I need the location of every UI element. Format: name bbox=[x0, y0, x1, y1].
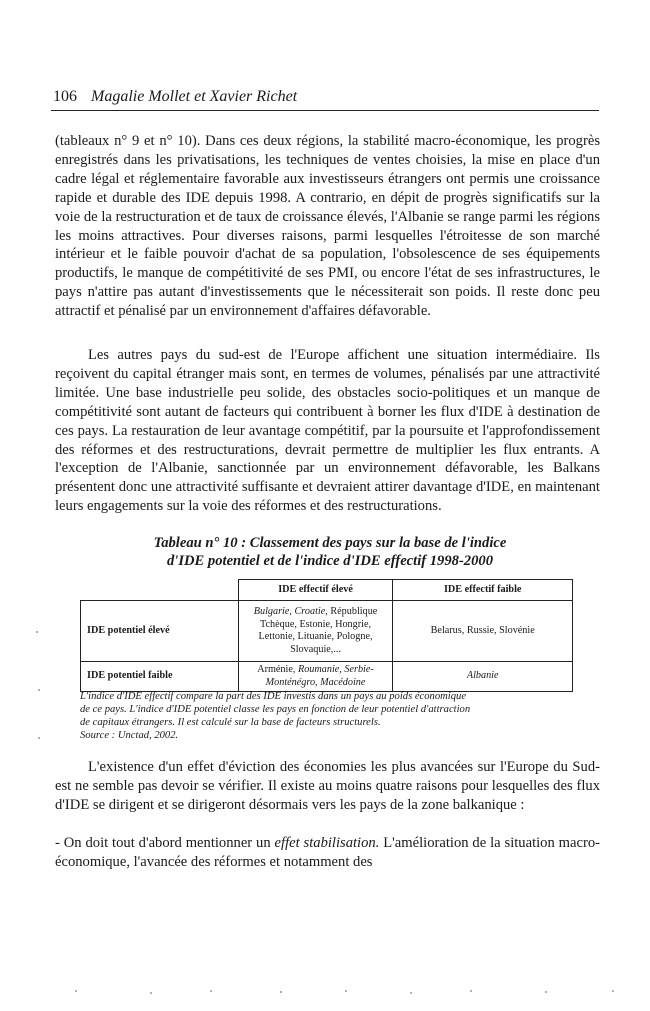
cell-high-potential-low-effective: Belarus, Russie, Slovénie bbox=[393, 601, 573, 662]
table-caption bbox=[80, 534, 580, 570]
table-note-line-3: de capitaux étrangers. Il est calculé sur la base de facteurs structurels. bbox=[80, 717, 381, 728]
table-note-line-2: de ce pays. L'indice d'IDE potentiel classe les pays en fonction de leur potentiel d'attraction bbox=[80, 704, 471, 715]
running-header-authors: Magalie Mollet et Xavier Richet bbox=[91, 88, 298, 105]
page-number: 106 bbox=[53, 88, 77, 105]
cell-high-potential-high-effective bbox=[238, 601, 393, 662]
running-header bbox=[51, 86, 599, 111]
paragraph-4 bbox=[55, 834, 600, 872]
paragraph-4-emphasis: effet stabilisation. bbox=[274, 835, 380, 851]
ide-ranking-table bbox=[80, 579, 573, 692]
cell-italic-countries: Roumanie, Serbie-Monténégro, Macédoine bbox=[265, 664, 374, 688]
cell-low-potential-high-effective bbox=[238, 662, 393, 692]
paragraph-2: Les autres pays du sud-est de l'Europe affichent une situation intermédiaire. Ils reçoivent du capital étranger mais sont, en termes de volumes, pénalisés par une attractivité limitée. Une base industrielle peu solide, des obstacles socio-politiques et un manque de compétitivité sont autant de facteurs qui contribuent à borner les flux d'IDE à destination de ces pays. La restauration de leur avantage compétitif, par la poursuite et l'approfondissement des réformes et des restructurations, devrait permettre de multiplier les flux entrants. A l'exception de l'Albanie, sanctionnée par un environnement défavorable, les Balkans présentent donc une attractivité suffisante et devraient attirer davantage d'IDE, en maintenant leurs engagements sur la voie des réformes et des restructurations. bbox=[55, 347, 600, 515]
table-caption-line-1: Tableau n° 10 : Classement des pays sur la base de l'indice bbox=[153, 535, 507, 551]
col-header-high-effective: IDE effectif élevé bbox=[238, 580, 393, 601]
paragraph-4-end: L'amélioration de la situation macro-économique, l'avancée des réformes et notamment des bbox=[55, 835, 600, 870]
table-note bbox=[80, 690, 580, 742]
table-note-line-1: L'indice d'IDE effectif compare la part des IDE investis dans un pays au poids économique bbox=[80, 691, 467, 702]
row-header-high-potential: IDE potentiel élevé bbox=[81, 601, 239, 662]
cell-italic-countries: Bulgarie, Croatie bbox=[253, 606, 326, 617]
paragraph-3: L'existence d'un effet d'éviction des économies les plus avancées sur l'Europe du Sud-est ne semble pas devoir se vérifier. Il existe au moins quatre raisons pour lesquelles des flux d'IDE se dirigent et se dirigeront désormais vers les pays de la zone balkanique : bbox=[55, 759, 600, 813]
table-source: Source : Unctad, 2002. bbox=[80, 730, 179, 741]
table-corner bbox=[81, 580, 239, 601]
cell-countries: Arménie, bbox=[257, 664, 298, 675]
paragraph-4-start: - On doit tout d'abord mentionner un bbox=[55, 835, 275, 851]
table-caption-line-2: d'IDE potentiel et de l'indice d'IDE effectif 1998-2000 bbox=[166, 553, 493, 569]
paragraph-1: (tableaux n° 9 et n° 10). Dans ces deux régions, la stabilité macro-économique, les progrès enregistrés dans les privatisations, les techniques de ventes choisies, la mise en place d'un cadre légal et réglementaire favorable aux investisseurs étrangers ont permis une croissance rapide et durable des IDE depuis 1998. A contrario, en dépit de progrès significatifs sur la voie de la restructuration et de taux de croissance élevés, l'Albanie se range parmi les régions les moins attractives. Pour diverses raisons, parmi lesquelles l'étroitesse de son marché intérieur et le faible pouvoir d'achat de sa population, l'obsolescence de ses équipements productifs, le manque de compétitivité de ses PMI, ou encore l'état de ses infrastructures, le pays n'attire pas autant d'investissements que le nécessiterait son poids. Il reste donc peu attractif et pénalisé par un environnement d'affaires défavorable. bbox=[55, 133, 600, 320]
cell-low-potential-low-effective: Albanie bbox=[393, 662, 573, 692]
col-header-low-effective: IDE effectif faible bbox=[393, 580, 573, 601]
cell-countries: , République Tchèque, Estonie, Hongrie, Lettonie, Lituanie, Pologne, Slovaquie,... bbox=[258, 606, 378, 655]
row-header-low-potential: IDE potentiel faible bbox=[81, 662, 239, 692]
